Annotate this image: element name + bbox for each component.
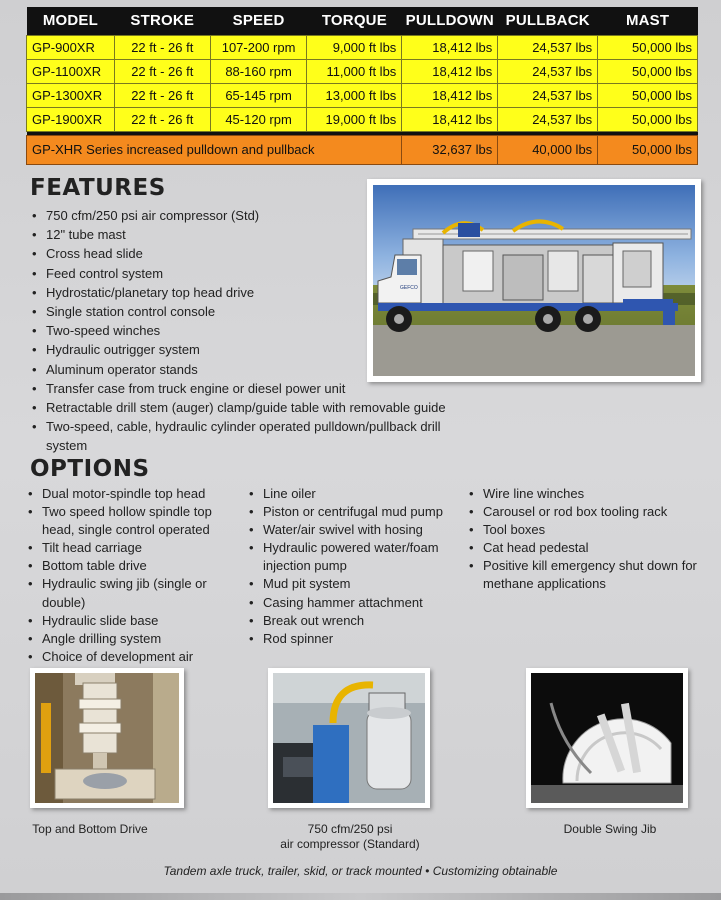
list-item: • Tool boxes <box>467 521 697 539</box>
list-item: • Dual motor-spindle top head <box>26 485 246 503</box>
xhr-series-row <box>27 135 698 164</box>
list-item: • Line oiler <box>247 485 467 503</box>
cell-torque: 11,000 ft lbs <box>307 59 402 83</box>
list-item: • Casing hammer attachment <box>247 594 467 612</box>
cell-stroke: 22 ft - 26 ft <box>114 83 210 107</box>
cell-pulldown: 18,412 lbs <box>402 35 498 59</box>
list-item: • Choice of development air <box>26 648 246 684</box>
list-item: • Cat head pedestal <box>467 539 697 557</box>
double-swing-jib-photo <box>526 668 688 808</box>
cell-speed: 88-160 rpm <box>210 59 307 83</box>
col-header-speed: SPEED <box>210 7 307 35</box>
cell-stroke: 22 ft - 26 ft <box>114 59 210 83</box>
top-bottom-drive-photo <box>30 668 184 808</box>
col-header-pulldown: PULLDOWN <box>402 7 498 35</box>
cell-pullback: 24,537 lbs <box>498 107 598 131</box>
list-item: • Hydraulic outrigger system <box>30 340 470 359</box>
cell-torque: 13,000 ft lbs <box>307 83 402 107</box>
drill-truck-photo <box>367 179 701 382</box>
table-row <box>27 107 698 131</box>
cell-speed: 45-120 rpm <box>210 107 307 131</box>
list-item: • 12" tube mast <box>30 225 470 244</box>
cell-pullback: 24,537 lbs <box>498 83 598 107</box>
features-heading: FEATURES <box>30 175 166 201</box>
list-item: • Aluminum operator stands <box>30 360 470 379</box>
caption-line: 750 cfm/250 psi <box>307 822 393 836</box>
list-item: • Wire line winches <box>467 485 697 503</box>
cell-mast: 50,000 lbs <box>598 59 698 83</box>
table-row <box>27 83 698 107</box>
list-item: • Piston or centrifugal mud pump <box>247 503 467 521</box>
cell-mast: 50,000 lbs <box>598 107 698 131</box>
list-item: • 750 cfm/250 psi air compressor (Std) <box>30 206 470 225</box>
list-item: • Two-speed, cable, hydraulic cylinder operated pulldown/pullback drill system <box>30 417 470 455</box>
cell-pulldown: 18,412 lbs <box>402 83 498 107</box>
xhr-mast: 50,000 lbs <box>598 135 698 164</box>
cell-stroke: 22 ft - 26 ft <box>114 35 210 59</box>
bottom-decorative-strip <box>0 893 721 900</box>
double-swing-jib-illustration <box>531 673 683 803</box>
truck-door-lettering: GEFCO <box>400 285 418 291</box>
list-item: • Feed control system <box>30 264 470 283</box>
options-heading: OPTIONS <box>30 456 150 482</box>
list-item: • Tilt head carriage <box>26 539 246 557</box>
list-item: • Hydraulic slide base <box>26 612 246 630</box>
cell-mast: 50,000 lbs <box>598 83 698 107</box>
cell-pulldown: 18,412 lbs <box>402 107 498 131</box>
spec-table-header-row <box>27 7 698 35</box>
list-item: • Two-speed winches <box>30 321 470 340</box>
cell-pullback: 24,537 lbs <box>498 59 598 83</box>
footer-note: Tandem axle truck, trailer, skid, or track mounted • Customizing obtainable <box>163 864 558 878</box>
xhr-pullback: 40,000 lbs <box>498 135 598 164</box>
list-item: • Carousel or rod box tooling rack <box>467 503 697 521</box>
top-bottom-drive-illustration <box>35 673 179 803</box>
caption-top-bottom-drive: Top and Bottom Drive <box>32 822 148 836</box>
list-item: • Single station control console <box>30 302 470 321</box>
table-row <box>27 59 698 83</box>
caption-double-swing-jib: Double Swing Jib <box>563 822 657 836</box>
col-header-torque: TORQUE <box>307 7 402 35</box>
list-item: • Positive kill emergency shut down for methane applications <box>467 557 697 593</box>
cell-model: GP-1300XR <box>27 83 115 107</box>
col-header-stroke: STROKE <box>114 7 210 35</box>
spec-table <box>26 7 698 165</box>
list-item: • Bottom table drive <box>26 557 246 575</box>
list-item: • Retractable drill stem (auger) clamp/guide table with removable guide <box>30 398 470 417</box>
col-header-pullback: PULLBACK <box>498 7 598 35</box>
list-item: • Rod spinner <box>247 630 467 648</box>
cell-model: GP-1100XR <box>27 59 115 83</box>
drill-truck-illustration <box>373 185 695 376</box>
cell-mast: 50,000 lbs <box>598 35 698 59</box>
list-item: • Two speed hollow spindle top head, single control operated <box>26 503 246 539</box>
list-item: • Hydrostatic/planetary top head drive <box>30 283 470 302</box>
caption-line: air compressor (Standard) <box>280 837 420 851</box>
cell-speed: 65-145 rpm <box>210 83 307 107</box>
cell-stroke: 22 ft - 26 ft <box>114 107 210 131</box>
list-item: • Hydraulic powered water/foam injection pump <box>247 539 467 575</box>
air-compressor-illustration <box>273 673 425 803</box>
list-item: • Break out wrench <box>247 612 467 630</box>
options-list-column-2 <box>247 485 467 648</box>
options-list-column-3 <box>467 485 697 594</box>
air-compressor-photo <box>268 668 430 808</box>
list-item: • Hydraulic swing jib (single or double) <box>26 575 246 611</box>
list-item: • Mud pit system <box>247 575 467 593</box>
cell-pulldown: 18,412 lbs <box>402 59 498 83</box>
col-header-model: MODEL <box>27 7 115 35</box>
cell-speed: 107-200 rpm <box>210 35 307 59</box>
xhr-description: GP-XHR Series increased pulldown and pullback <box>27 135 402 164</box>
caption-air-compressor <box>268 822 432 852</box>
cell-model: GP-900XR <box>27 35 115 59</box>
col-header-mast: MAST <box>598 7 698 35</box>
cell-pullback: 24,537 lbs <box>498 35 598 59</box>
list-item: • Angle drilling system <box>26 630 246 648</box>
list-item: • Transfer case from truck engine or diesel power unit <box>30 379 470 398</box>
table-row <box>27 35 698 59</box>
cell-model: GP-1900XR <box>27 107 115 131</box>
cell-torque: 19,000 ft lbs <box>307 107 402 131</box>
list-item: • Cross head slide <box>30 244 470 263</box>
list-item: • Water/air swivel with hosing <box>247 521 467 539</box>
cell-torque: 9,000 ft lbs <box>307 35 402 59</box>
xhr-pulldown: 32,637 lbs <box>402 135 498 164</box>
options-list-column-1 <box>26 485 246 684</box>
